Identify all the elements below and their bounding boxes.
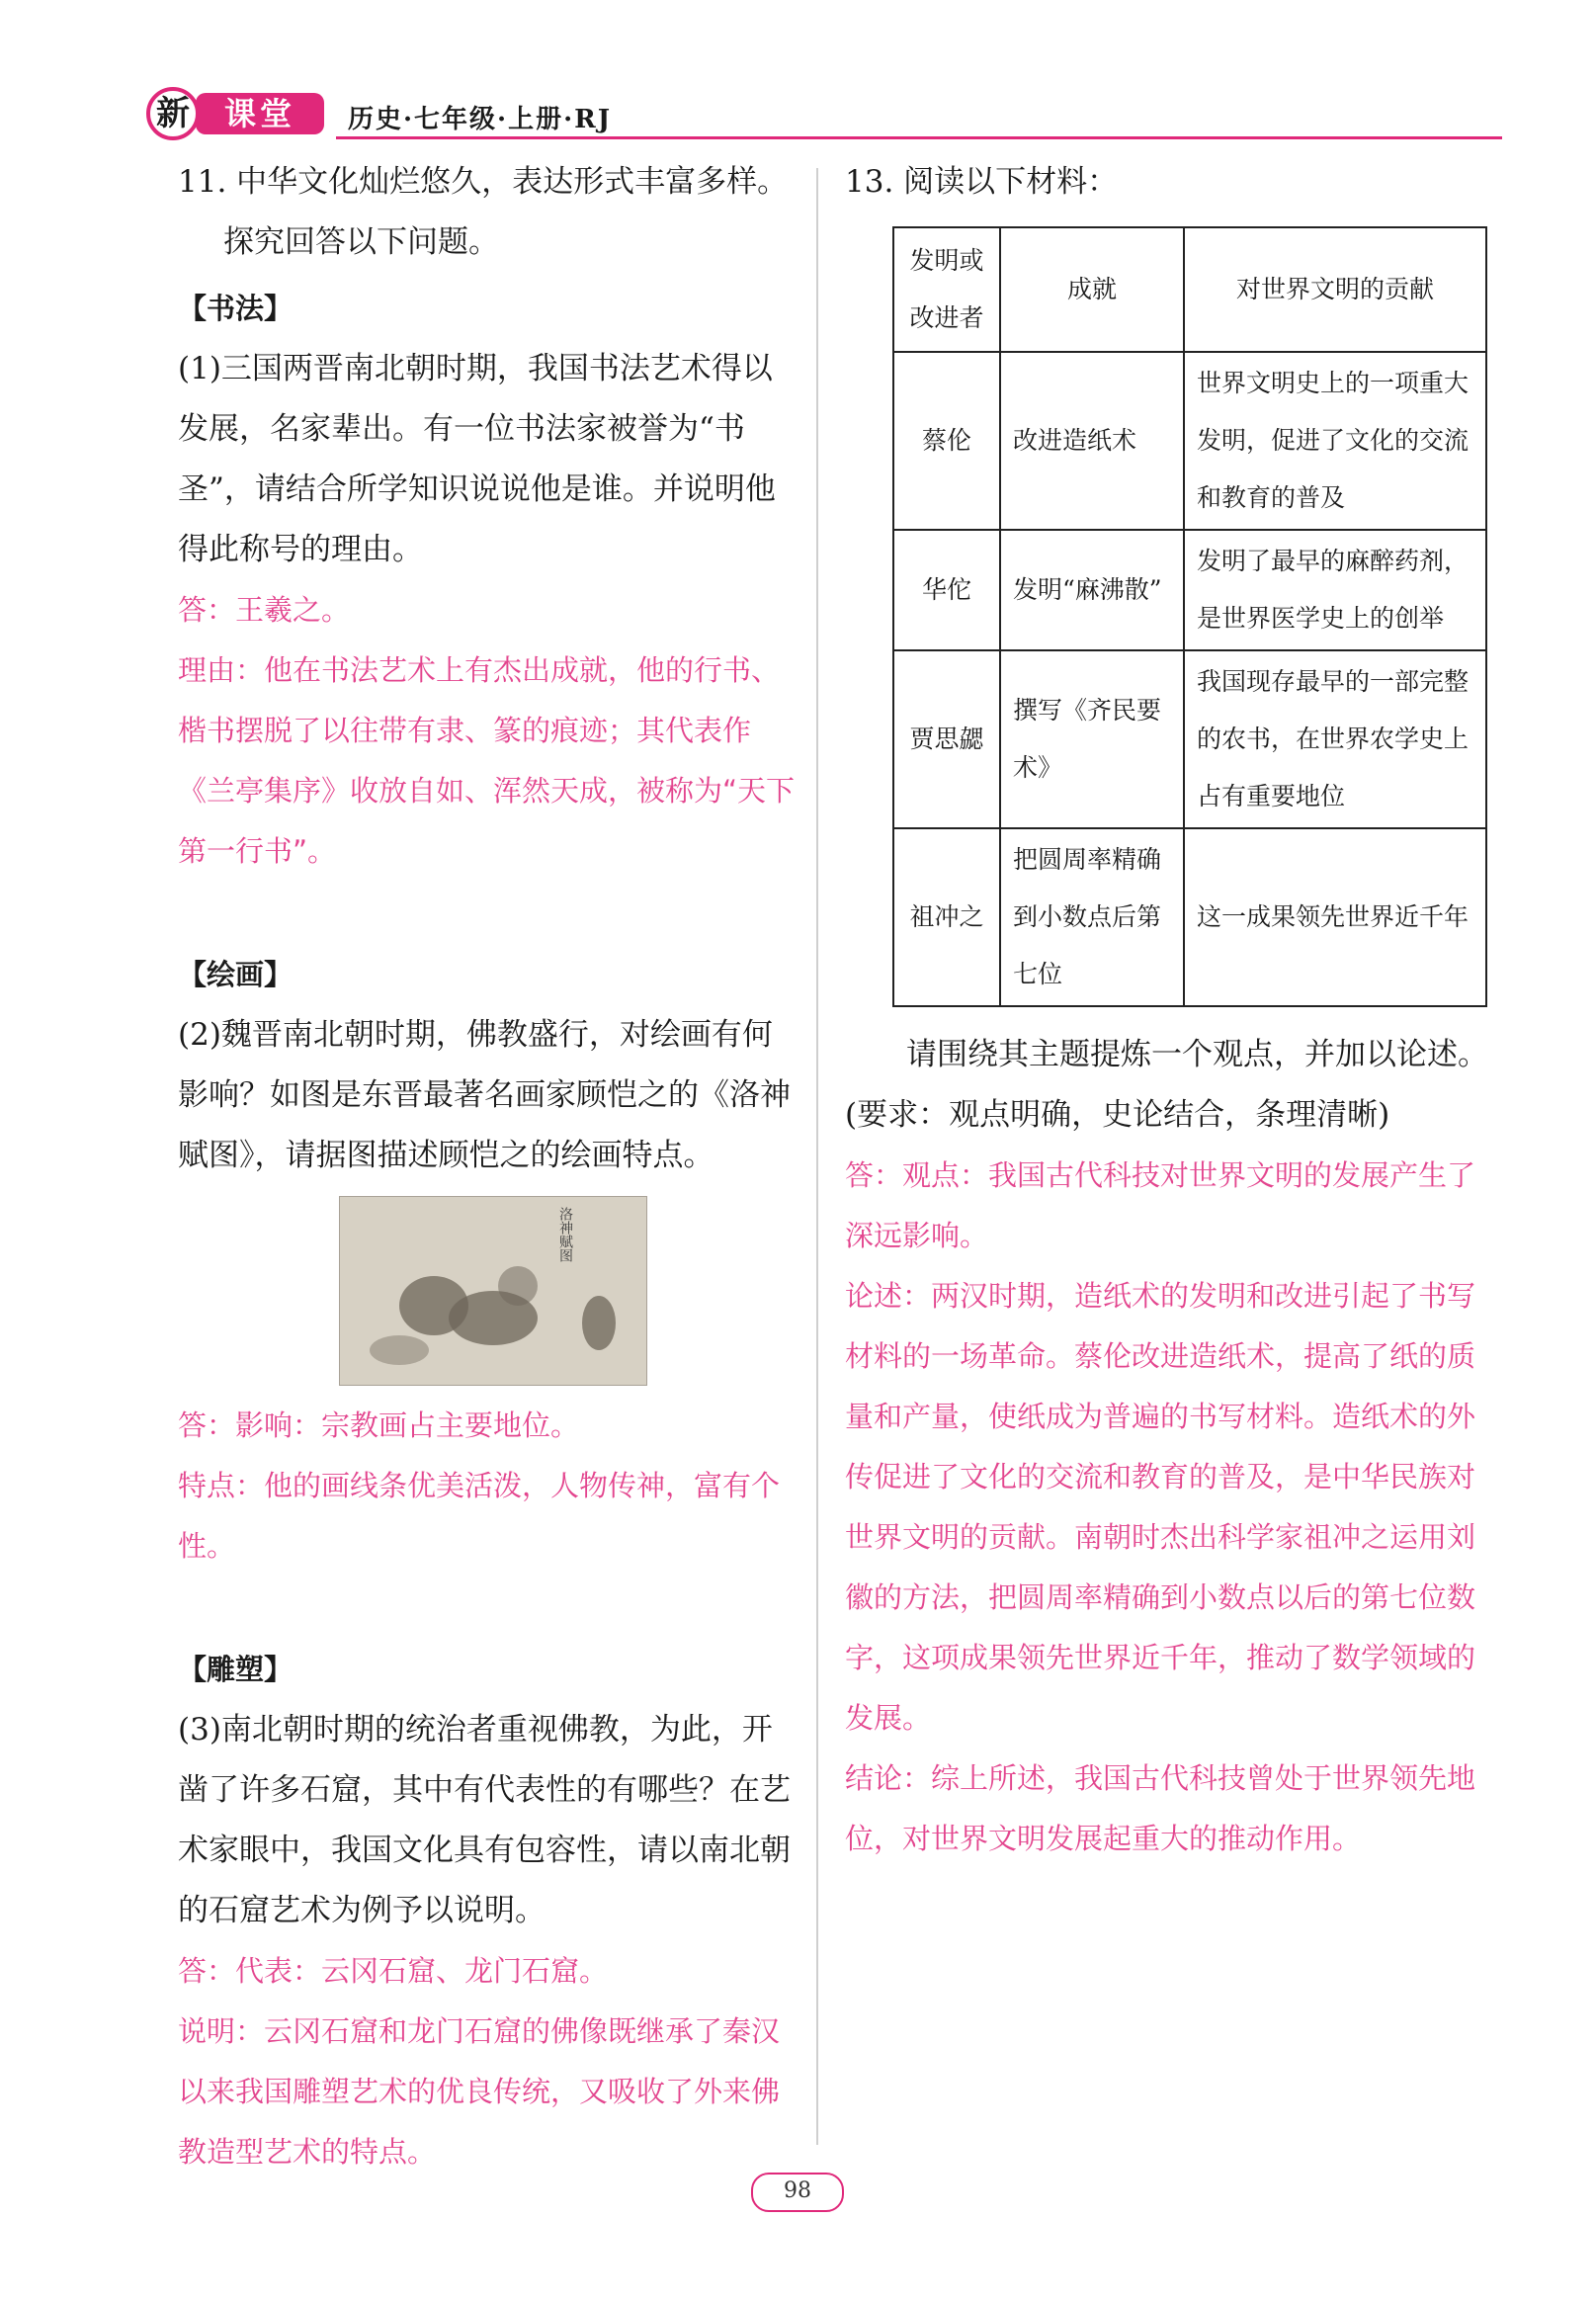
left-column	[178, 152, 796, 2182]
table-row	[893, 352, 1486, 530]
right-column	[845, 152, 1502, 1869]
material-table	[892, 226, 1487, 1007]
q13-title: 13. 阅读以下材料：	[845, 164, 1119, 200]
table-header: 成就	[1000, 227, 1184, 352]
table-cell: 贾思勰	[893, 650, 1000, 828]
table-header: 发明或改进者	[893, 227, 1000, 352]
header-divider	[336, 136, 1502, 139]
table-cell: 改进造纸术	[1000, 352, 1184, 530]
q13-answer-conclusion: 结论：综上所述，我国古代科技曾处于世界领先地位，对世界文明发展起重大的推动作用。	[845, 1761, 1476, 1855]
logo	[138, 85, 336, 140]
luoshen-painting-image: 洛神赋图	[339, 1196, 647, 1386]
subject-label: 历史·七年级·上册·RJ	[348, 105, 613, 134]
table-row	[893, 828, 1486, 1006]
table-cell: 祖冲之	[893, 828, 1000, 1006]
column-divider	[816, 168, 818, 2145]
q11-2-answer: 答：影响：宗教画占主要地位。	[178, 1408, 580, 1442]
section-sculpture-heading: 【雕塑】	[178, 1653, 294, 1686]
table-cell: 蔡伦	[893, 352, 1000, 530]
table-cell: 我国现存最早的一部完整的农书，在世界农学史上占有重要地位	[1184, 650, 1486, 828]
q11-3-explanation: 说明：云冈石窟和龙门石窟的佛像既继承了秦汉以来我国雕塑艺术的优良传统，又吸收了外来佛教造型艺术的特点。	[178, 2014, 781, 2169]
table-header: 对世界文明的贡献	[1184, 227, 1486, 352]
page-number: 98	[751, 2173, 844, 2212]
q11-3-question: (3)南北朝时期的统治者重视佛教，为此，开凿了许多石窟，其中有代表性的有哪些？在艺术家眼中，我国文化具有包容性，请以南北朝的石窟艺术为例予以说明。	[178, 1712, 791, 1928]
table-row	[893, 650, 1486, 828]
q13-answer-viewpoint: 答：观点：我国古代科技对世界文明的发展产生了深远影响。	[845, 1158, 1476, 1252]
q11-title: 11. 中华文化灿烂悠久，表达形式丰富多样。探究回答以下问题。	[178, 164, 789, 260]
q11-2-feature: 特点：他的画线条优美活泼，人物传神，富有个性。	[178, 1469, 781, 1563]
table-cell: 发明“麻沸散”	[1000, 530, 1184, 650]
table-row	[893, 530, 1486, 650]
section-calligraphy-heading: 【书法】	[178, 292, 294, 325]
q11-1-reason: 理由：他在书法艺术上有杰出成就，他的行书、楷书摆脱了以往带有隶、篆的痕迹；其代表作《兰亭集序》收放自如、浑然天成，被称为“天下第一行书”。	[178, 653, 796, 868]
table-cell: 世界文明史上的一项重大发明，促进了文化的交流和教育的普及	[1184, 352, 1486, 530]
q13-answer-argument: 论述：两汉时期，造纸术的发明和改进引起了书写材料的一场革命。蔡伦改进造纸术，提高了纸的质量和产量，使纸成为普遍的书写材料。造纸术的外传促进了文化的交流和教育的普及，是中华民族对世界文明的贡献。南朝时杰出科学家祖冲之运用刘徽的方法，把圆周率精确到小数点以后的第七位数字，这项成果领先世界近千年，推动了数学领域的发展。	[845, 1279, 1476, 1735]
table-cell: 发明了最早的麻醉药剂，是世界医学史上的创举	[1184, 530, 1486, 650]
table-cell: 把圆周率精确到小数点后第七位	[1000, 828, 1184, 1006]
page-header	[138, 85, 1502, 144]
section-painting-heading: 【绘画】	[178, 958, 294, 991]
logo-xin: 新	[146, 87, 200, 140]
q11-1-answer: 答：王羲之。	[178, 593, 351, 627]
table-cell: 撰写《齐民要术》	[1000, 650, 1184, 828]
table-cell: 华佗	[893, 530, 1000, 650]
q13-question: 请围绕其主题提炼一个观点，并加以论述。(要求：观点明确，史论结合，条理清晰)	[845, 1037, 1488, 1133]
table-header-row	[893, 227, 1486, 352]
logo-ketang: 课堂	[196, 93, 324, 134]
q11-1-question: (1)三国两晋南北朝时期，我国书法艺术得以发展，名家辈出。有一位书法家被誉为“书圣”，请结合所学知识说说他是谁。并说明他得此称号的理由。	[178, 351, 776, 567]
q11-2-question: (2)魏晋南北朝时期，佛教盛行，对绘画有何影响？如图是东晋最著名画家顾恺之的《洛神赋图》，请据图描述顾恺之的绘画特点。	[178, 1017, 791, 1173]
q11-3-answer: 答：代表：云冈石窟、龙门石窟。	[178, 1954, 609, 1988]
table-cell: 这一成果领先世界近千年	[1184, 828, 1486, 1006]
